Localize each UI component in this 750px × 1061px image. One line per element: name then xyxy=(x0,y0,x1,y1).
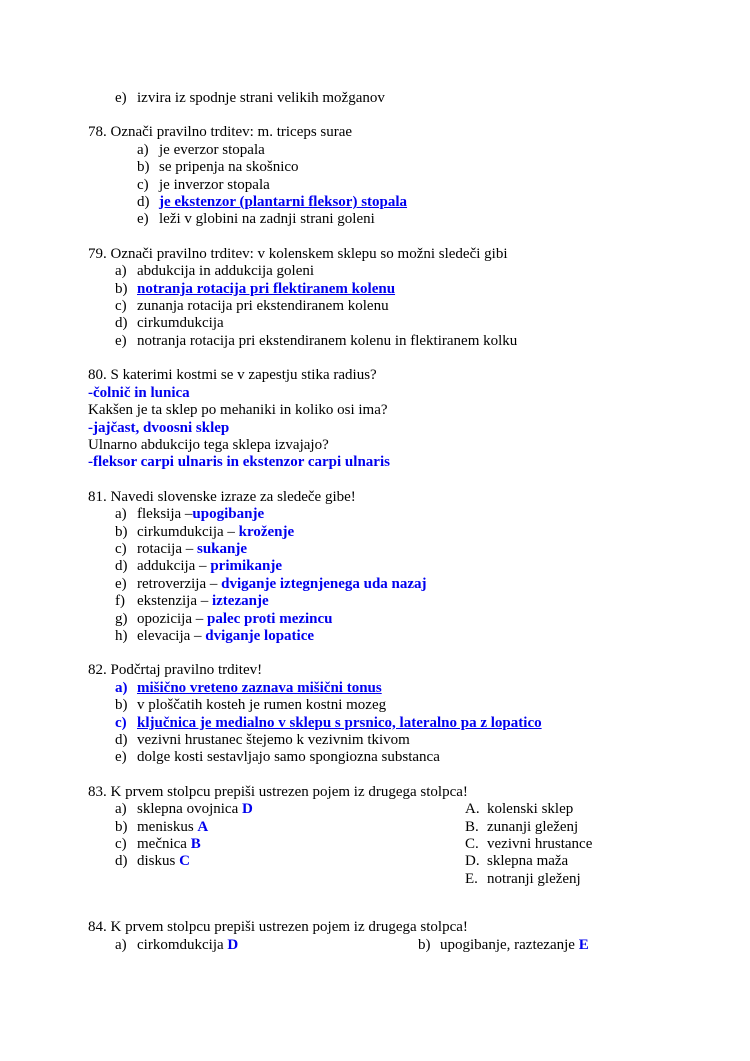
option-text: notranja rotacija pri ekstendiranem kolenu in flektiranem kolku xyxy=(137,332,518,349)
option-text: je everzor stopala xyxy=(159,141,265,158)
option-text: izvira iz spodnje strani velikih možganov xyxy=(137,90,385,106)
option-marker: C. xyxy=(465,836,479,853)
option-marker: c) xyxy=(137,176,149,193)
answer-text: upogibanje xyxy=(192,506,265,523)
option-text xyxy=(137,937,238,954)
answer-text: iztezanje xyxy=(211,593,269,610)
term-text: diskus xyxy=(137,853,180,870)
option-text: notranji gleženj xyxy=(487,870,581,887)
option-item xyxy=(88,558,690,575)
term-text: fleksija – xyxy=(137,506,193,523)
option-marker: B. xyxy=(465,818,479,835)
answer-text: ključnica je medialno v sklepu s prsnico, lateralno pa z lopatico xyxy=(137,714,542,731)
answer-line: -jajčast, dvoosni sklep xyxy=(88,419,230,436)
option-text xyxy=(137,558,282,575)
option-marker: d) xyxy=(115,315,128,332)
option-item xyxy=(88,732,690,749)
term-text: sklepna ovojnica xyxy=(137,801,242,818)
question-79 xyxy=(88,246,690,350)
match-item xyxy=(418,937,589,954)
answer-line: -čolnič in lunica xyxy=(88,384,190,401)
answer-letter: D xyxy=(241,801,253,818)
option-item xyxy=(88,177,690,194)
option-marker: D. xyxy=(465,853,480,870)
option-marker: e) xyxy=(115,90,127,106)
match-item xyxy=(88,836,690,853)
answer-text: kroženje xyxy=(238,523,295,540)
term-text: addukcija – xyxy=(137,558,211,575)
option-item xyxy=(88,281,690,298)
question-line: Kakšen je ta sklep po mehaniki in koliko osi ima? xyxy=(88,402,388,419)
option-marker: b) xyxy=(137,159,150,176)
option-text xyxy=(137,801,253,818)
term-text: retroverzija – xyxy=(137,575,222,592)
answer-letter: E xyxy=(578,936,589,953)
term-text: elevacija – xyxy=(137,627,206,644)
option-marker: a) xyxy=(115,936,127,953)
question-line: 80. S katerimi kostmi se v zapestju stika radius? xyxy=(88,367,377,384)
match-item xyxy=(88,853,690,870)
match-item xyxy=(465,853,592,870)
option-marker: c) xyxy=(115,540,127,557)
match-columns xyxy=(88,801,690,888)
question-title: 83. K prvem stolpcu prepiši ustrezen pojem iz drugega stolpca! xyxy=(88,783,468,800)
option-text: zunanja rotacija pri ekstendiranem kolenu xyxy=(137,298,389,315)
option-text xyxy=(137,506,264,523)
term-text: cirkumdukcija – xyxy=(137,523,239,540)
answer-text: je ekstenzor (plantarni fleksor) stopala xyxy=(159,194,408,211)
match-item xyxy=(88,937,690,954)
option-marker: c) xyxy=(115,298,127,315)
match-item xyxy=(465,871,592,888)
option-item xyxy=(88,680,690,697)
answer-line: -fleksor carpi ulnaris in ekstenzor carpi ulnaris xyxy=(88,454,390,471)
term-text: mečnica xyxy=(137,836,191,853)
option-marker: d) xyxy=(115,732,128,748)
option-text xyxy=(137,836,201,853)
answer-letter: A xyxy=(197,818,209,835)
answer-text: mišično vreteno zaznava mišični tonus xyxy=(137,679,382,696)
question-line: Ulnarno abdukcijo tega sklepa izvajajo? xyxy=(88,436,329,453)
answer-letter: D xyxy=(227,936,239,953)
option-text: dolge kosti sestavljajo samo spongiozna substanca xyxy=(137,749,440,766)
option-text: je inverzor stopala xyxy=(159,176,270,193)
option-marker: h) xyxy=(115,627,128,644)
question-title: 78. Označi pravilno trditev: m. triceps surae xyxy=(88,124,353,141)
answer-letter: C xyxy=(179,853,190,870)
option-item xyxy=(88,697,690,714)
option-marker: e) xyxy=(137,211,149,228)
option-marker: a) xyxy=(137,141,149,158)
option-item xyxy=(88,211,690,228)
answer-text: notranja rotacija pri flektiranem kolenu xyxy=(137,280,396,297)
option-item xyxy=(88,506,690,523)
question-title: 84. K prvem stolpcu prepiši ustrezen pojem iz drugega stolpca! xyxy=(88,919,468,936)
answer-text: palec proti mezincu xyxy=(206,610,333,627)
option-marker: a) xyxy=(115,263,127,280)
term-text: opozicija – xyxy=(137,610,207,627)
question-83 xyxy=(88,784,690,888)
question-title: 82. Podčrtaj pravilno trditev! xyxy=(88,662,263,679)
question-82 xyxy=(88,662,690,766)
option-item xyxy=(88,715,690,732)
option-marker: a) xyxy=(115,679,128,696)
option-item xyxy=(88,333,690,350)
option-item xyxy=(88,541,690,558)
match-row xyxy=(88,937,690,954)
option-item xyxy=(88,194,690,211)
option-text: zunanji gleženj xyxy=(487,818,579,835)
option-text: se pripenja na skošnico xyxy=(159,159,299,176)
option-marker: c) xyxy=(115,714,127,731)
match-item xyxy=(88,801,690,818)
option-marker: a) xyxy=(115,506,127,523)
question-title: 81. Navedi slovenske izraze za sledeče gibe! xyxy=(88,488,356,505)
question-78 xyxy=(88,124,690,228)
match-item xyxy=(465,819,592,836)
option-marker: e) xyxy=(115,575,127,592)
option-marker: b) xyxy=(115,818,128,835)
option-item xyxy=(88,524,690,541)
match-item xyxy=(465,836,592,853)
option-text xyxy=(137,611,333,628)
option-text xyxy=(137,541,247,558)
option-item xyxy=(88,159,690,176)
option-marker: f) xyxy=(115,593,125,610)
option-marker: d) xyxy=(115,558,128,575)
answer-letter: B xyxy=(190,836,201,853)
option-marker: g) xyxy=(115,610,128,627)
option-item xyxy=(88,263,690,280)
option-item xyxy=(88,628,690,645)
option-text xyxy=(440,937,589,954)
option-marker: A. xyxy=(465,801,480,818)
term-text: rotacija – xyxy=(137,540,197,557)
option-text: leži v globini na zadnji strani goleni xyxy=(159,211,375,228)
option-text xyxy=(137,819,208,836)
option-marker: b) xyxy=(115,523,128,540)
option-item xyxy=(88,142,690,159)
option-text: kolenski sklep xyxy=(487,801,574,818)
option-text: vezivni hrustance xyxy=(487,836,593,853)
option-item xyxy=(88,576,690,593)
option-marker: b) xyxy=(115,280,128,297)
term-text: cirkomdukcija xyxy=(137,936,228,953)
term-text: upogibanje, raztezanje xyxy=(440,936,579,953)
option-item xyxy=(88,611,690,628)
option-marker: E. xyxy=(465,870,478,887)
question-81 xyxy=(88,489,690,646)
answer-text: sukanje xyxy=(196,540,248,557)
option-text: v ploščatih kosteh je rumen kostni mozeg xyxy=(137,697,387,714)
option-text: sklepna maža xyxy=(487,853,569,870)
match-left-column xyxy=(88,801,690,871)
option-marker: b) xyxy=(418,936,431,953)
option-item xyxy=(88,315,690,332)
option-text xyxy=(137,593,269,610)
match-right-column xyxy=(465,801,592,888)
answer-text: dviganje iztegnjenega uda nazaj xyxy=(221,575,427,592)
option-text xyxy=(137,853,190,870)
option-item xyxy=(88,749,690,766)
list-item-intro xyxy=(88,90,690,107)
option-text: abdukcija in addukcija goleni xyxy=(137,263,315,280)
option-marker: d) xyxy=(137,194,150,211)
option-marker: e) xyxy=(115,332,127,349)
option-marker: c) xyxy=(115,836,127,853)
option-text xyxy=(137,524,294,541)
term-text: ekstenzija – xyxy=(137,593,212,610)
option-item xyxy=(88,298,690,315)
option-marker: b) xyxy=(115,697,128,714)
option-text: cirkumdukcija xyxy=(137,315,224,332)
question-80 xyxy=(88,367,690,471)
match-item xyxy=(465,801,592,818)
answer-text: primikanje xyxy=(210,558,282,575)
option-text xyxy=(137,576,427,593)
option-marker: d) xyxy=(115,853,128,870)
match-item xyxy=(88,819,690,836)
question-84 xyxy=(88,919,690,954)
option-text xyxy=(137,628,314,645)
option-marker: e) xyxy=(115,749,127,766)
option-item xyxy=(88,593,690,610)
question-title: 79. Označi pravilno trditev: v kolenskem sklepu so možni sledeči gibi xyxy=(88,245,508,262)
option-marker: a) xyxy=(115,801,127,818)
answer-text: dviganje lopatice xyxy=(205,627,315,644)
term-text: meniskus xyxy=(137,818,198,835)
option-text: vezivni hrustanec štejemo k vezivnim tkivom xyxy=(137,732,410,748)
